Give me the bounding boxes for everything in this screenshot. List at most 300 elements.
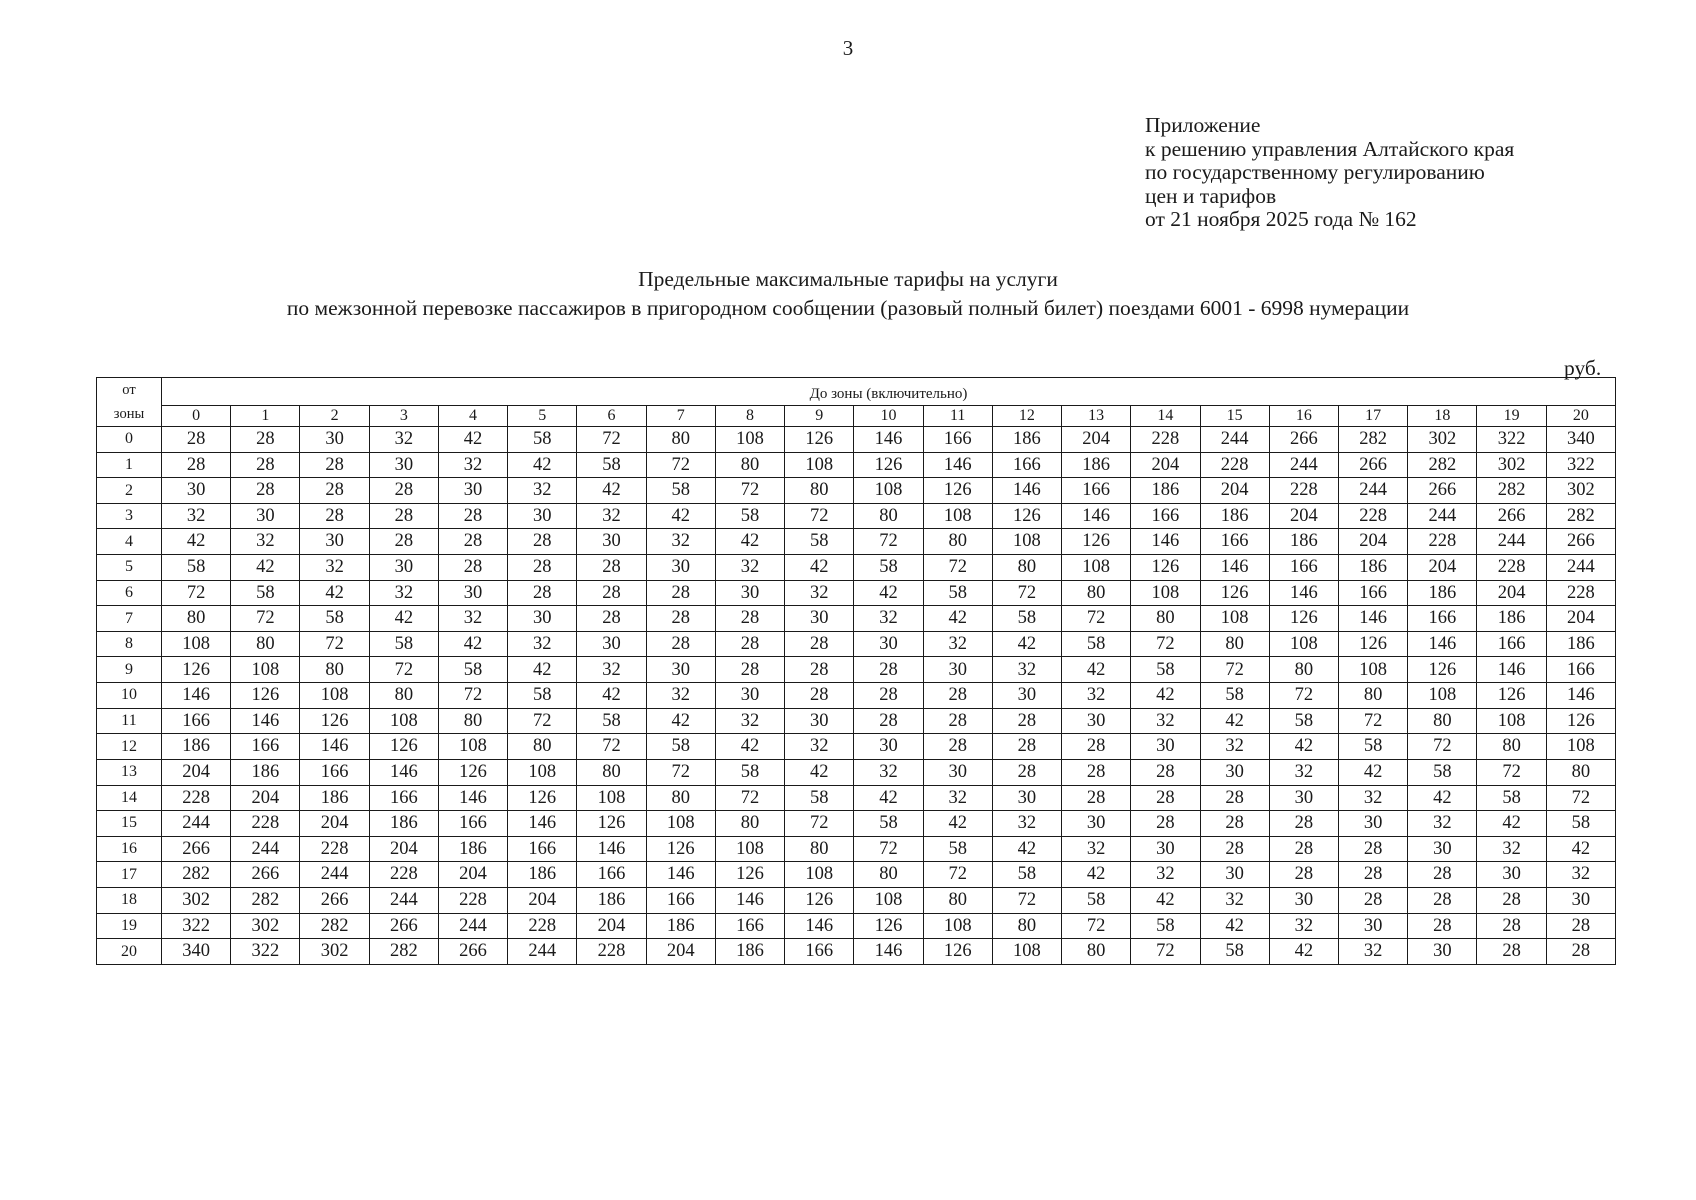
tariff-cell: 30 (923, 657, 992, 683)
to-zone-number: 20 (1546, 405, 1615, 426)
tariff-cell: 186 (715, 939, 784, 965)
tariff-cell: 126 (785, 887, 854, 913)
tariff-cell: 72 (1338, 708, 1407, 734)
tariff-cell: 322 (1477, 427, 1546, 453)
tariff-cell: 32 (508, 631, 577, 657)
tariff-cell: 266 (1477, 503, 1546, 529)
tariff-cell: 28 (1131, 811, 1200, 837)
tariff-cell: 30 (1338, 811, 1407, 837)
tariff-cell: 58 (1269, 708, 1338, 734)
tariff-cell: 108 (1131, 580, 1200, 606)
tariff-cell: 80 (1338, 683, 1407, 709)
tariff-cell: 166 (646, 887, 715, 913)
from-zone-header-line: зоны (113, 406, 145, 422)
tariff-cell: 126 (577, 811, 646, 837)
tariff-cell: 108 (923, 503, 992, 529)
tariff-cell: 186 (369, 811, 438, 837)
from-zone-cell: 13 (97, 759, 162, 785)
table-row (97, 734, 1616, 760)
tariff-cell: 146 (438, 785, 507, 811)
tariff-cell: 30 (1200, 862, 1269, 888)
tariff-cell: 28 (1477, 939, 1546, 965)
tariff-cell: 42 (1062, 862, 1131, 888)
tariff-cell: 28 (577, 580, 646, 606)
tariff-cell: 228 (1408, 529, 1477, 555)
tariff-cell: 80 (438, 708, 507, 734)
from-zone-cell: 8 (97, 631, 162, 657)
tariff-cell: 72 (1546, 785, 1615, 811)
tariff-cell: 126 (162, 657, 231, 683)
tariff-cell: 42 (438, 427, 507, 453)
tariff-cell: 30 (300, 427, 369, 453)
tariff-cell: 228 (1200, 452, 1269, 478)
tariff-cell: 28 (369, 503, 438, 529)
tariff-cell: 244 (1477, 529, 1546, 555)
table-row (97, 683, 1616, 709)
to-zone-number: 8 (715, 405, 784, 426)
tariff-cell: 32 (992, 811, 1061, 837)
tariff-cell: 28 (785, 683, 854, 709)
tariff-cell: 228 (231, 811, 300, 837)
tariff-cell: 282 (1338, 427, 1407, 453)
tariff-cell: 28 (508, 529, 577, 555)
tariff-cell: 72 (508, 708, 577, 734)
to-zone-number: 19 (1477, 405, 1546, 426)
tariff-cell: 186 (508, 862, 577, 888)
tariff-cell: 80 (1269, 657, 1338, 683)
tariff-cell: 28 (1062, 785, 1131, 811)
tariff-cell: 244 (508, 939, 577, 965)
tariff-cell: 42 (1269, 734, 1338, 760)
tariff-cell: 204 (231, 785, 300, 811)
tariff-cell: 72 (715, 785, 784, 811)
tariff-cell: 30 (369, 452, 438, 478)
from-zone-cell: 10 (97, 683, 162, 709)
tariff-cell: 28 (1062, 734, 1131, 760)
from-zone-cell: 15 (97, 811, 162, 837)
tariff-cell: 30 (577, 529, 646, 555)
tariff-cell: 228 (162, 785, 231, 811)
tariff-cell: 302 (162, 887, 231, 913)
tariff-cell: 32 (1338, 939, 1407, 965)
tariff-cell: 32 (1200, 887, 1269, 913)
table-row (97, 913, 1616, 939)
tariff-cell: 80 (577, 759, 646, 785)
tariff-cell: 204 (508, 887, 577, 913)
tariff-cell: 228 (508, 913, 577, 939)
tariff-cell: 42 (715, 529, 784, 555)
tariff-cell: 28 (923, 708, 992, 734)
table-row (97, 503, 1616, 529)
to-zone-number: 3 (369, 405, 438, 426)
to-zone-number: 5 (508, 405, 577, 426)
tariff-cell: 146 (1200, 555, 1269, 581)
tariff-table-body (97, 427, 1616, 965)
tariff-cell: 42 (854, 580, 923, 606)
tariff-cell: 108 (162, 631, 231, 657)
tariff-cell: 80 (785, 478, 854, 504)
tariff-cell: 58 (1062, 631, 1131, 657)
tariff-cell: 32 (508, 478, 577, 504)
to-zone-number: 17 (1338, 405, 1407, 426)
tariff-cell: 28 (438, 555, 507, 581)
tariff-cell: 146 (508, 811, 577, 837)
tariff-cell: 282 (231, 887, 300, 913)
tariff-cell: 108 (785, 862, 854, 888)
tariff-cell: 126 (1200, 580, 1269, 606)
tariff-cell: 72 (231, 606, 300, 632)
tariff-cell: 166 (231, 734, 300, 760)
tariff-cell: 340 (162, 939, 231, 965)
tariff-cell: 80 (1408, 708, 1477, 734)
table-row (97, 631, 1616, 657)
tariff-cell: 30 (1408, 836, 1477, 862)
tariff-cell: 228 (1269, 478, 1338, 504)
to-zone-number: 4 (438, 405, 507, 426)
to-zone-number: 6 (577, 405, 646, 426)
tariff-cell: 32 (854, 759, 923, 785)
tariff-cell: 42 (1062, 657, 1131, 683)
tariff-cell: 72 (854, 529, 923, 555)
tariff-cell: 58 (577, 708, 646, 734)
tariff-cell: 204 (1408, 555, 1477, 581)
tariff-cell: 58 (369, 631, 438, 657)
tariff-cell: 108 (1408, 683, 1477, 709)
tariff-cell: 58 (300, 606, 369, 632)
tariff-cell: 108 (1269, 631, 1338, 657)
tariff-cell: 32 (923, 785, 992, 811)
tariff-cell: 42 (646, 708, 715, 734)
tariff-cell: 146 (923, 452, 992, 478)
table-row (97, 887, 1616, 913)
tariff-table (96, 377, 1616, 965)
tariff-cell: 72 (992, 580, 1061, 606)
tariff-cell: 186 (646, 913, 715, 939)
tariff-cell: 108 (715, 836, 784, 862)
tariff-cell: 42 (923, 606, 992, 632)
to-zone-number: 10 (854, 405, 923, 426)
tariff-cell: 72 (1408, 734, 1477, 760)
tariff-cell: 28 (1200, 785, 1269, 811)
tariff-cell: 80 (923, 887, 992, 913)
tariff-cell: 42 (162, 529, 231, 555)
tariff-cell: 322 (162, 913, 231, 939)
tariff-cell: 58 (646, 734, 715, 760)
to-zone-header: До зоны (включительно) (162, 378, 1616, 406)
tariff-cell: 146 (1062, 503, 1131, 529)
tariff-cell: 30 (1200, 759, 1269, 785)
to-zone-numbers-row (97, 405, 1616, 426)
tariff-cell: 58 (992, 862, 1061, 888)
tariff-cell: 186 (438, 836, 507, 862)
tariff-cell: 126 (923, 939, 992, 965)
currency-unit: руб. (1564, 356, 1602, 380)
tariff-cell: 186 (1408, 580, 1477, 606)
tariff-cell: 28 (1546, 939, 1615, 965)
tariff-cell: 166 (785, 939, 854, 965)
tariff-cell: 32 (369, 427, 438, 453)
tariff-cell: 28 (508, 580, 577, 606)
tariff-cell: 30 (992, 683, 1061, 709)
tariff-cell: 146 (646, 862, 715, 888)
tariff-cell: 42 (715, 734, 784, 760)
title-line-1: Предельные максимальные тарифы на услуги (638, 267, 1058, 291)
tariff-cell: 80 (1546, 759, 1615, 785)
tariff-cell: 28 (992, 708, 1061, 734)
tariff-cell: 322 (231, 939, 300, 965)
tariff-cell: 80 (646, 785, 715, 811)
tariff-cell: 72 (1131, 631, 1200, 657)
tariff-cell: 146 (715, 887, 784, 913)
tariff-cell: 126 (438, 759, 507, 785)
from-zone-cell: 19 (97, 913, 162, 939)
tariff-cell: 204 (1269, 503, 1338, 529)
tariff-cell: 32 (1408, 811, 1477, 837)
tariff-cell: 146 (1477, 657, 1546, 683)
tariff-cell: 30 (646, 657, 715, 683)
tariff-cell: 186 (300, 785, 369, 811)
tariff-cell: 146 (1408, 631, 1477, 657)
tariff-cell: 72 (1269, 683, 1338, 709)
tariff-cell: 72 (1131, 939, 1200, 965)
tariff-cell: 80 (1131, 606, 1200, 632)
document-title (0, 265, 1696, 323)
tariff-cell: 30 (854, 631, 923, 657)
tariff-cell: 108 (1546, 734, 1615, 760)
tariff-cell: 28 (854, 683, 923, 709)
tariff-cell: 28 (1477, 887, 1546, 913)
tariff-cell: 72 (1062, 913, 1131, 939)
tariff-cell: 72 (162, 580, 231, 606)
tariff-cell: 32 (1131, 708, 1200, 734)
tariff-cell: 42 (1200, 913, 1269, 939)
tariff-cell: 146 (369, 759, 438, 785)
tariff-cell: 244 (438, 913, 507, 939)
tariff-cell: 126 (854, 913, 923, 939)
tariff-cell: 32 (646, 529, 715, 555)
tariff-cell: 28 (438, 529, 507, 555)
tariff-cell: 72 (854, 836, 923, 862)
tariff-cell: 146 (577, 836, 646, 862)
tariff-cell: 80 (162, 606, 231, 632)
tariff-cell: 72 (785, 503, 854, 529)
tariff-cell: 146 (300, 734, 369, 760)
from-zone-cell: 20 (97, 939, 162, 965)
tariff-cell: 244 (1546, 555, 1615, 581)
tariff-cell: 72 (577, 427, 646, 453)
tariff-cell: 28 (300, 503, 369, 529)
from-zone-cell: 4 (97, 529, 162, 555)
tariff-cell: 166 (1062, 478, 1131, 504)
tariff-cell: 32 (715, 555, 784, 581)
tariff-cell: 58 (231, 580, 300, 606)
tariff-cell: 30 (785, 606, 854, 632)
tariff-cell: 58 (1338, 734, 1407, 760)
tariff-cell: 28 (1338, 887, 1407, 913)
tariff-cell: 42 (854, 785, 923, 811)
from-zone-cell: 9 (97, 657, 162, 683)
tariff-cell: 166 (1338, 580, 1407, 606)
tariff-cell: 28 (1477, 913, 1546, 939)
tariff-cell: 30 (646, 555, 715, 581)
tariff-cell: 72 (923, 862, 992, 888)
tariff-cell: 166 (369, 785, 438, 811)
to-zone-number: 14 (1131, 405, 1200, 426)
tariff-cell: 146 (785, 913, 854, 939)
appendix-line: к решению управления Алтайского края (1145, 136, 1515, 161)
tariff-cell: 186 (1062, 452, 1131, 478)
tariff-cell: 186 (992, 427, 1061, 453)
tariff-cell: 30 (438, 580, 507, 606)
tariff-cell: 32 (300, 555, 369, 581)
tariff-cell: 32 (1200, 734, 1269, 760)
tariff-cell: 228 (300, 836, 369, 862)
tariff-cell: 72 (1477, 759, 1546, 785)
tariff-cell: 266 (1338, 452, 1407, 478)
tariff-cell: 166 (923, 427, 992, 453)
tariff-cell: 108 (715, 427, 784, 453)
tariff-cell: 108 (1200, 606, 1269, 632)
tariff-cell: 42 (785, 759, 854, 785)
tariff-cell: 302 (1408, 427, 1477, 453)
tariff-cell: 58 (923, 580, 992, 606)
tariff-cell: 72 (438, 683, 507, 709)
tariff-cell: 166 (1200, 529, 1269, 555)
tariff-cell: 244 (300, 862, 369, 888)
tariff-cell: 228 (369, 862, 438, 888)
tariff-cell: 322 (1546, 452, 1615, 478)
tariff-cell: 58 (992, 606, 1061, 632)
tariff-cell: 108 (854, 478, 923, 504)
tariff-cell: 166 (438, 811, 507, 837)
tariff-cell: 204 (646, 939, 715, 965)
tariff-cell: 244 (1338, 478, 1407, 504)
tariff-cell: 32 (231, 529, 300, 555)
tariff-cell: 166 (992, 452, 1061, 478)
tariff-cell: 80 (785, 836, 854, 862)
tariff-cell: 146 (162, 683, 231, 709)
tariff-cell: 30 (577, 631, 646, 657)
tariff-cell: 72 (369, 657, 438, 683)
tariff-cell: 244 (162, 811, 231, 837)
tariff-cell: 58 (854, 811, 923, 837)
tariff-cell: 28 (1408, 913, 1477, 939)
tariff-cell: 30 (785, 708, 854, 734)
tariff-cell: 186 (231, 759, 300, 785)
tariff-cell: 266 (1546, 529, 1615, 555)
tariff-cell: 282 (162, 862, 231, 888)
to-zone-number: 9 (785, 405, 854, 426)
tariff-cell: 32 (1131, 862, 1200, 888)
tariff-cell: 32 (577, 657, 646, 683)
tariff-cell: 58 (923, 836, 992, 862)
tariff-cell: 28 (1408, 862, 1477, 888)
tariff-cell: 244 (1408, 503, 1477, 529)
tariff-cell: 42 (646, 503, 715, 529)
appendix-line: по государственному регулированию (1145, 160, 1485, 184)
tariff-cell: 186 (1338, 555, 1407, 581)
appendix-line: Приложение (1145, 113, 1261, 137)
tariff-cell: 30 (1408, 939, 1477, 965)
tariff-cell: 32 (646, 683, 715, 709)
tariff-cell: 166 (577, 862, 646, 888)
tariff-cell: 108 (369, 708, 438, 734)
tariff-cell: 58 (577, 452, 646, 478)
tariff-cell: 42 (300, 580, 369, 606)
tariff-cell: 282 (1408, 452, 1477, 478)
tariff-cell: 244 (369, 887, 438, 913)
tariff-cell: 204 (1200, 478, 1269, 504)
tariff-cell: 32 (992, 657, 1061, 683)
tariff-cell: 30 (715, 683, 784, 709)
from-zone-cell: 16 (97, 836, 162, 862)
tariff-cell: 80 (923, 529, 992, 555)
tariff-cell: 30 (1062, 811, 1131, 837)
table-row (97, 785, 1616, 811)
tariff-cell: 80 (992, 913, 1061, 939)
tariff-cell: 58 (438, 657, 507, 683)
tariff-cell: 28 (1408, 887, 1477, 913)
tariff-cell: 28 (1200, 836, 1269, 862)
tariff-cell: 108 (1338, 657, 1407, 683)
tariff-cell: 28 (1131, 785, 1200, 811)
tariff-cell: 28 (923, 734, 992, 760)
tariff-cell: 166 (300, 759, 369, 785)
tariff-cell: 32 (854, 606, 923, 632)
tariff-cell: 282 (300, 913, 369, 939)
tariff-cell: 108 (231, 657, 300, 683)
tariff-cell: 146 (231, 708, 300, 734)
from-zone-cell: 1 (97, 452, 162, 478)
to-zone-number: 11 (923, 405, 992, 426)
tariff-cell: 204 (1062, 427, 1131, 453)
tariff-cell: 28 (162, 427, 231, 453)
tariff-cell: 204 (369, 836, 438, 862)
tariff-cell: 126 (1408, 657, 1477, 683)
tariff-cell: 30 (300, 529, 369, 555)
tariff-cell: 126 (1546, 708, 1615, 734)
tariff-cell: 146 (854, 427, 923, 453)
page-number: 3 (842, 36, 854, 60)
tariff-cell: 42 (508, 657, 577, 683)
tariff-cell: 30 (1131, 836, 1200, 862)
from-zone-header-line: от (122, 382, 136, 398)
tariff-cell: 204 (1131, 452, 1200, 478)
table-row (97, 478, 1616, 504)
tariff-cell: 28 (1269, 811, 1338, 837)
tariff-cell: 186 (1477, 606, 1546, 632)
to-zone-number: 13 (1062, 405, 1131, 426)
tariff-cell: 42 (577, 683, 646, 709)
tariff-cell: 58 (1062, 887, 1131, 913)
to-zone-number: 0 (162, 405, 231, 426)
table-row (97, 862, 1616, 888)
tariff-cell: 186 (1546, 631, 1615, 657)
tariff-cell: 28 (992, 759, 1061, 785)
tariff-cell: 28 (300, 452, 369, 478)
tariff-cell: 166 (1546, 657, 1615, 683)
from-zone-header (97, 378, 162, 427)
tariff-cell: 126 (785, 427, 854, 453)
tariff-cell: 282 (369, 939, 438, 965)
tariff-cell: 108 (438, 734, 507, 760)
tariff-cell: 42 (231, 555, 300, 581)
tariff-cell: 30 (438, 478, 507, 504)
tariff-cell: 126 (854, 452, 923, 478)
tariff-cell: 204 (1338, 529, 1407, 555)
tariff-cell: 42 (577, 478, 646, 504)
tariff-cell: 42 (1408, 785, 1477, 811)
